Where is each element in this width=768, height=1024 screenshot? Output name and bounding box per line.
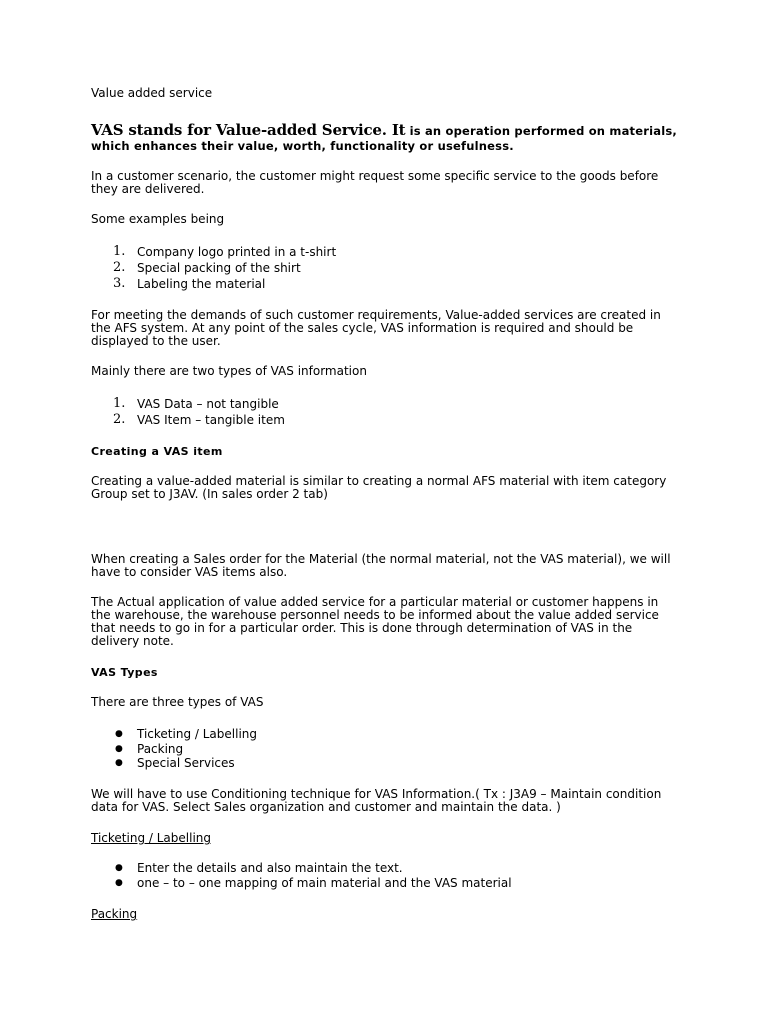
- vas-definition-lead: VAS stands for Value-added Service. It: [91, 121, 406, 139]
- list-item: 2. VAS Item – tangible item: [113, 412, 285, 427]
- paragraph-creating-vas: Creating a value-added material is similar to creating a normal AFS material with item category Group set to J3AV. (In sales order 2 tab): [91, 474, 667, 501]
- list-item: ● Enter the details and also maintain the text.: [115, 861, 403, 875]
- examples-list: [91, 244, 591, 292]
- vas-definition-line2: which enhances their value, worth, functionality or usefulness.: [91, 139, 514, 153]
- paragraph-sales-order: When creating a Sales order for the Material (the normal material, not the VAS material), we will have to consider VAS items also.: [91, 552, 671, 579]
- bullet-icon: ●: [115, 758, 123, 768]
- list-item: 2. Special packing of the shirt: [113, 260, 301, 275]
- paragraph-customer-demands: For meeting the demands of such customer requirements, Value-added services are created in the AFS system. At any point of the sales cycle, VAS information is required and should be displayed to the user.: [91, 308, 661, 348]
- document-title: Value added service: [91, 86, 213, 100]
- vas-types-list: [91, 727, 591, 771]
- paragraph-three-types: There are three types of VAS: [91, 695, 264, 709]
- subheading-packing: Packing: [91, 907, 138, 921]
- paragraph-actual-application: The Actual application of value added service for a particular material or customer happens in the warehouse, the warehouse personnel needs to be informed about the value added service that needs to go in for a particular order. This is done through determination of VAS in the delivery note.: [91, 595, 659, 648]
- bullet-icon: ●: [115, 729, 123, 739]
- list-item: 3. Labeling the material: [113, 276, 266, 291]
- list-item: 1. VAS Data – not tangible: [113, 396, 279, 411]
- vas-definition-rest: is an operation performed on materials,: [405, 124, 677, 138]
- list-item: 1. Company logo printed in a t-shirt: [113, 244, 337, 259]
- paragraph-conditioning-technique: We will have to use Conditioning technique for VAS Information.( Tx : J3A9 – Maintain condition data for VAS. Select Sales organization and customer and maintain the data. ): [91, 787, 662, 814]
- heading-creating-vas-item: Creating a VAS item: [91, 445, 223, 458]
- paragraph-two-types: Mainly there are two types of VAS information: [91, 364, 367, 378]
- paragraph-customer-scenario: In a customer scenario, the customer might request some specific service to the goods before they are delivered.: [91, 169, 659, 196]
- subheading-ticketing-labelling: Ticketing / Labelling: [91, 831, 211, 845]
- bullet-icon: ●: [115, 878, 123, 888]
- paragraph-examples-intro: Some examples being: [91, 212, 225, 226]
- bullet-icon: ●: [115, 743, 123, 754]
- list-item: ● Ticketing / Labelling: [115, 727, 257, 741]
- ticketing-list: [91, 861, 651, 891]
- heading-vas-types: VAS Types: [91, 666, 158, 679]
- bullet-icon: ●: [115, 863, 123, 873]
- vas-info-types-list: [91, 396, 591, 428]
- list-item: ● Special Services: [115, 756, 235, 770]
- list-item: ● one – to – one mapping of main material and the VAS material: [115, 876, 512, 890]
- vas-definition-heading: [91, 123, 711, 154]
- list-item: ● Packing: [115, 741, 184, 756]
